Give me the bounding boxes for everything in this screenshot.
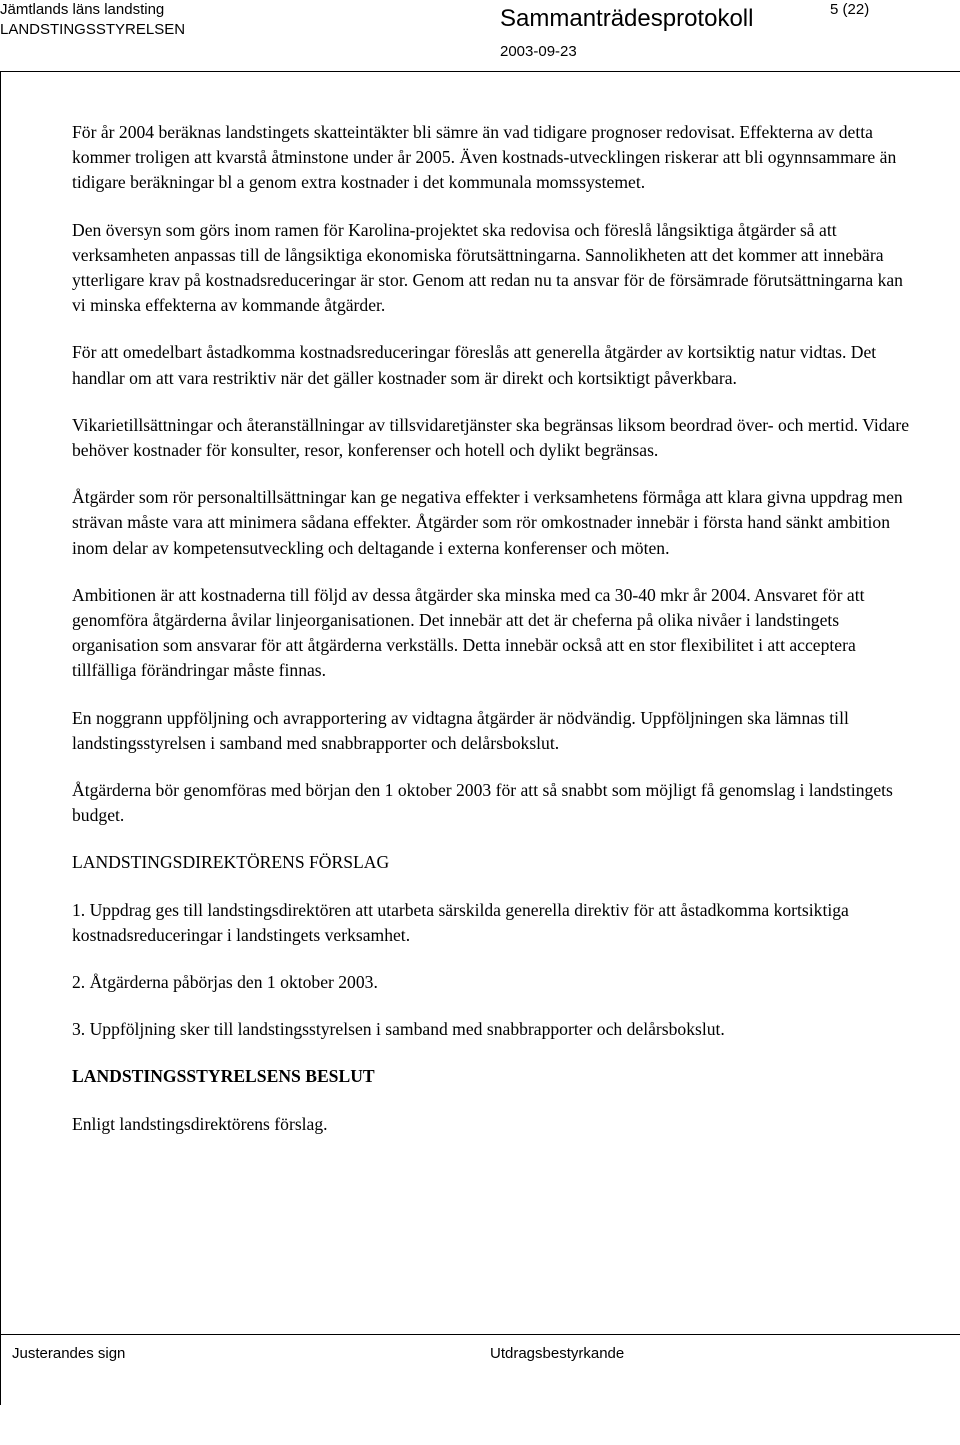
proposal-item: 3. Uppföljning sker till landstingsstyrelsen i samband med snabbrapporter och delårsbokslut. (72, 1019, 725, 1040)
left-margin-line (0, 71, 1, 1405)
paragraph: Vikarietillsättningar och återanställningar av tillsvidaretjänster ska begränsas liksom beordrad över- och mertid. Vidare behöver kostnader för konsulter, resor, konferenser och hotell och dylikt begränsas. (72, 414, 910, 461)
page-number: 5 (22) (830, 1, 870, 18)
footer-divider (0, 1334, 960, 1335)
paragraph: Åtgärder som rör personaltillsättningar kan ge negativa effekter i verksamhetens förmåga att klara givna uppdrag men strävan måste vara att minimera sådana effekter. Åtgärder som rör omkostnader innebär i första hand sänkt ambition inom delar av kompetensutveckling och deltagande i externa konferenser och möten. (72, 487, 903, 558)
decision-heading: LANDSTINGSSTYRELSENS BESLUT (72, 1066, 375, 1087)
organization-name: Jämtlands läns landsting (0, 1, 165, 18)
paragraph: Ambitionen är att kostnaderna till följd av dessa åtgärder ska minska med ca 30-40 mkr år 2004. Ansvaret för att genomföra åtgärderna åvilar linjeorganisationen. Det innebär att det är cheferna på olika nivåer i landstingets organisation som ansvarar för att åtgärderna verkställs. Detta innebär också att en stor flexibilitet i att acceptera tillfälliga förändringar måste finnas. (72, 584, 865, 681)
decision-text: Enligt landstingsdirektörens förslag. (72, 1113, 328, 1134)
organization-unit: LANDSTINGSSTYRELSEN (0, 21, 186, 38)
paragraph: För att omedelbart åstadkomma kostnadsreduceringar föreslås att generella åtgärder av kortsiktig natur vidtas. Det handlar om att vara restriktiv när det gäller kostnader som är direkt och kortsiktigt påverkbara. (72, 342, 877, 388)
paragraph: Åtgärderna bör genomföras med början den 1 oktober 2003 för att så snabbt som möjligt få genomslag i landstingets budget. (72, 780, 893, 826)
header-divider (0, 71, 960, 72)
proposal-item: 2. Åtgärderna påbörjas den 1 oktober 2003. (72, 972, 378, 993)
certification-label: Utdragsbestyrkande (490, 1345, 625, 1362)
signature-label: Justerandes sign (12, 1345, 126, 1362)
organization-block (0, 0, 185, 40)
proposal-item: 1. Uppdrag ges till landstingsdirektören att utarbeta särskilda generella direktiv för att åstadkomma kortsiktiga kostnadsreduceringar i landstingets verksamhet. (72, 899, 849, 945)
proposal-heading: LANDSTINGSDIREKTÖRENS FÖRSLAG (72, 852, 390, 873)
paragraph: En noggrann uppföljning och avrapportering av vidtagna åtgärder är nödvändig. Uppföljningen ska lämnas till landstingsstyrelsen i samband med snabbrapporter och delårsbokslut. (72, 707, 849, 753)
document-body (72, 120, 912, 1159)
document-title: Sammanträdesprotokoll (500, 5, 754, 32)
paragraph: För år 2004 beräknas landstingets skatteintäkter bli sämre än vad tidigare prognoser redovisat. Effekterna av detta kommer troligen att kvarstå åtminstone under år 2005. Även kostnads-utvecklingen riskerar att bli ogynnsammare än tidigare beräkningar bl a genom extra kostnader i det kommunala momssystemet. (72, 122, 897, 193)
document-date: 2003-09-23 (500, 43, 577, 60)
paragraph: Den översyn som görs inom ramen för Karolina-projektet ska redovisa och föreslå långsiktiga åtgärder så att verksamheten anpassas till de långsiktiga ekonomiska förutsättningarna. Sannolikheten att det kommer att innebära ytterligare krav på kostnadsreduceringar är stor. Genom att redan nu ta ansvar för de försämrade förutsättningarna kan vi minska effekterna av kommande åtgärder. (72, 219, 903, 316)
